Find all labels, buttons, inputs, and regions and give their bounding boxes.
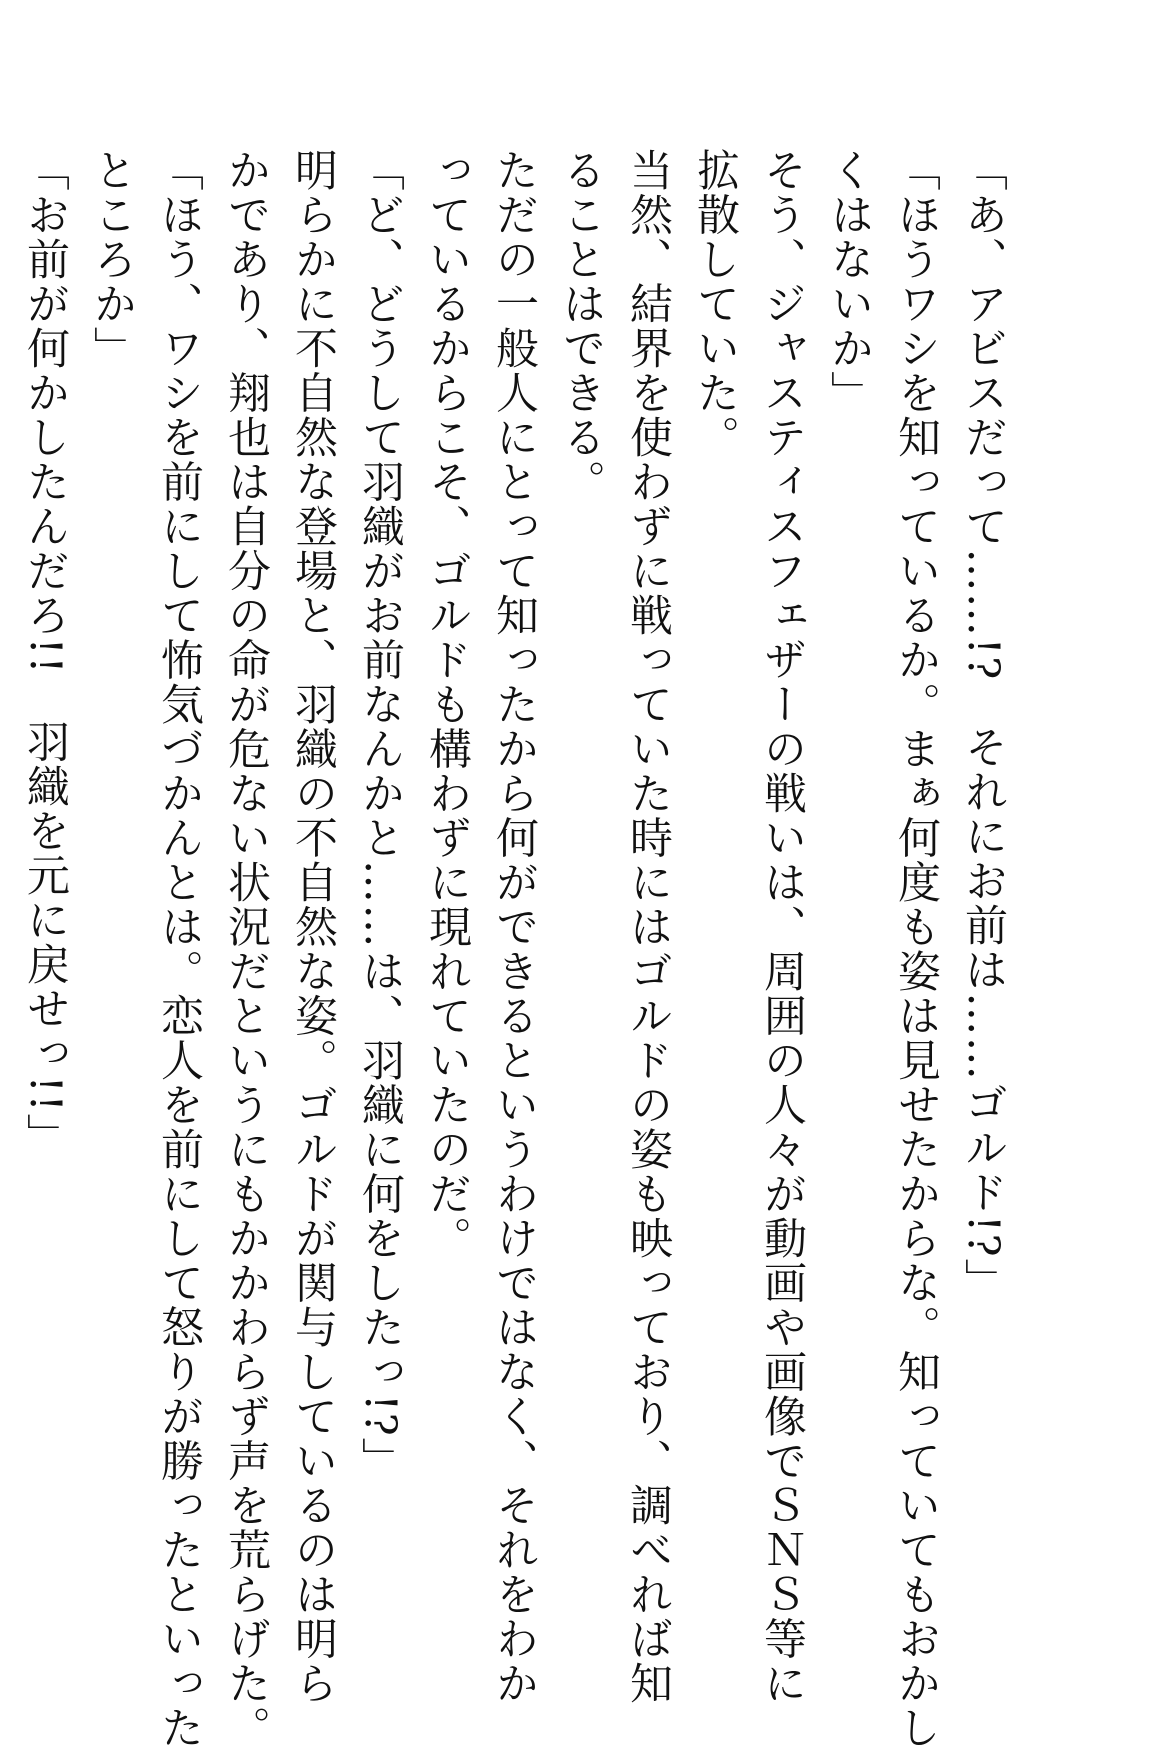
text-line: 「あ、アビスだって……!? それにお前は……ゴルド!?」	[958, 148, 1008, 1303]
text-line: 「ほうワシを知っているか。まぁ何度も姿は見せたからな。知っていてもおかし	[891, 148, 941, 1750]
text-line: くはないか」	[824, 148, 874, 415]
text-line: っているからこそ、ゴルドも構わずに現れていたのだ。	[422, 148, 472, 1261]
text-line: そう、ジャスティスフェザーの戦いは、周囲の人々が動画や画像でＳＮＳ等に	[757, 148, 807, 1706]
text-line: ところか」	[87, 148, 137, 371]
text-line: 「ど、どうして羽織がお前なんかと……は、羽織に何をしたっ!?」	[355, 148, 405, 1482]
vertical-text-body	[11, 148, 1016, 1750]
text-line: ることはできる。	[556, 148, 606, 504]
text-line: 当然、結界を使わずに戦っていた時にはゴルドの姿も映っており、調べれば知	[623, 148, 673, 1706]
text-line: ただの一般人にとって知ったから何ができるというわけではなく、それをわか	[489, 148, 539, 1706]
text-line: 「お前が何かしたんだろ!! 羽織を元に戻せっ!!」	[20, 148, 70, 1158]
text-line: 拡散していた。	[690, 148, 740, 460]
text-line: 明らかに不自然な登場と、羽織の不自然な姿。ゴルドが関与しているのは明ら	[288, 148, 338, 1706]
text-line: かであり、翔也は自分の命が危ない状況だというにもかかわらず声を荒らげた。	[221, 148, 271, 1750]
text-line: 「ほう、ワシを前にして怖気づかんとは。恋人を前にして怒りが勝ったといった	[154, 148, 204, 1750]
